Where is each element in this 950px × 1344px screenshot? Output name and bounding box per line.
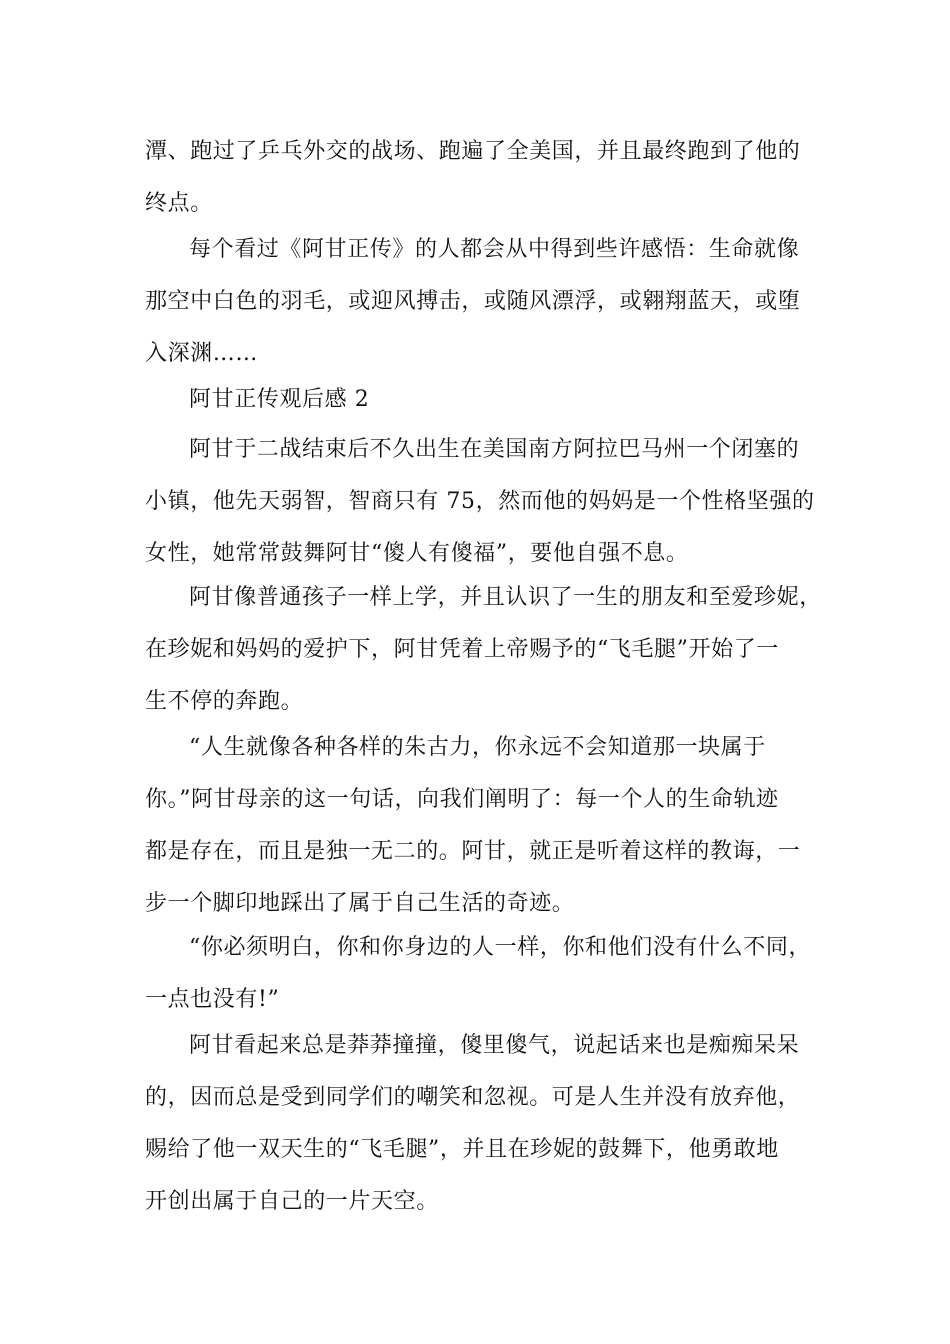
paragraph-quote <box>145 922 812 1026</box>
paragraph-courage <box>145 1020 807 1228</box>
text-line: 一点也没有!” <box>145 987 280 1012</box>
text-line: 那空中白色的羽毛，或迎风搏击，或随风漂浮，或翱翔蓝天，或堕 <box>145 289 801 314</box>
section-heading <box>145 374 807 426</box>
paragraph-school <box>145 572 822 728</box>
heading-text: 阿甘正传观后感 2 <box>189 387 370 412</box>
text-line: 在珍妮和妈妈的爱护下，阿甘凭着上帝赐予的“飞毛腿”开始了一 <box>145 637 779 662</box>
text-line: 终点。 <box>145 191 213 216</box>
text-line: “你必须明白，你和你身边的人一样，你和他们没有什么不同， <box>189 935 812 960</box>
text-line: “人生就像各种各样的朱古力，你永远不会知道那一块属于 <box>189 735 766 760</box>
paragraph-insight <box>145 224 807 380</box>
paragraph-birth <box>145 424 815 580</box>
text-line: 生不停的奔跑。 <box>145 689 304 714</box>
paragraph-continuation <box>145 126 807 230</box>
text-line: 阿甘像普通孩子一样上学，并且认识了一生的朋友和至爱珍妮， <box>189 585 822 610</box>
text-line: 入深渊…… <box>145 341 259 366</box>
text-line: 女性，她常常鼓舞阿甘“傻人有傻福”，要他自强不息。 <box>145 541 689 566</box>
text-line: 开创出属于自己的一片天空。 <box>145 1189 439 1214</box>
text-line: 你。”阿甘母亲的这一句话，向我们阐明了：每一个人的生命轨迹 <box>145 787 779 812</box>
text-line: 的，因而总是受到同学们的嘲笑和忽视。可是人生并没有放弃他， <box>145 1085 801 1110</box>
text-line: 步一个脚印地踩出了属于自己生活的奇迹。 <box>145 891 575 916</box>
text-line: 潭、跑过了乒乓外交的战场、跑遍了全美国，并且最终跑到了他的 <box>145 139 801 164</box>
text-line: 都是存在，而且是独一无二的。阿甘，就正是听着这样的教诲，一 <box>145 839 801 864</box>
text-line: 阿甘看起来总是莽莽撞撞，傻里傻气，说起话来也是痴痴呆呆 <box>189 1033 800 1058</box>
text-line: 每个看过《阿甘正传》的人都会从中得到些许感悟：生命就像 <box>189 237 800 262</box>
text-line: 小镇，他先天弱智，智商只有 75，然而他的妈妈是一个性格坚强的 <box>145 489 815 514</box>
text-line: 阿甘于二战结束后不久出生在美国南方阿拉巴马州一个闭塞的 <box>189 437 800 462</box>
text-line: 赐给了他一双天生的“飞毛腿”，并且在珍妮的鼓舞下，他勇敢地 <box>145 1137 779 1162</box>
paragraph-chocolate <box>145 722 807 930</box>
